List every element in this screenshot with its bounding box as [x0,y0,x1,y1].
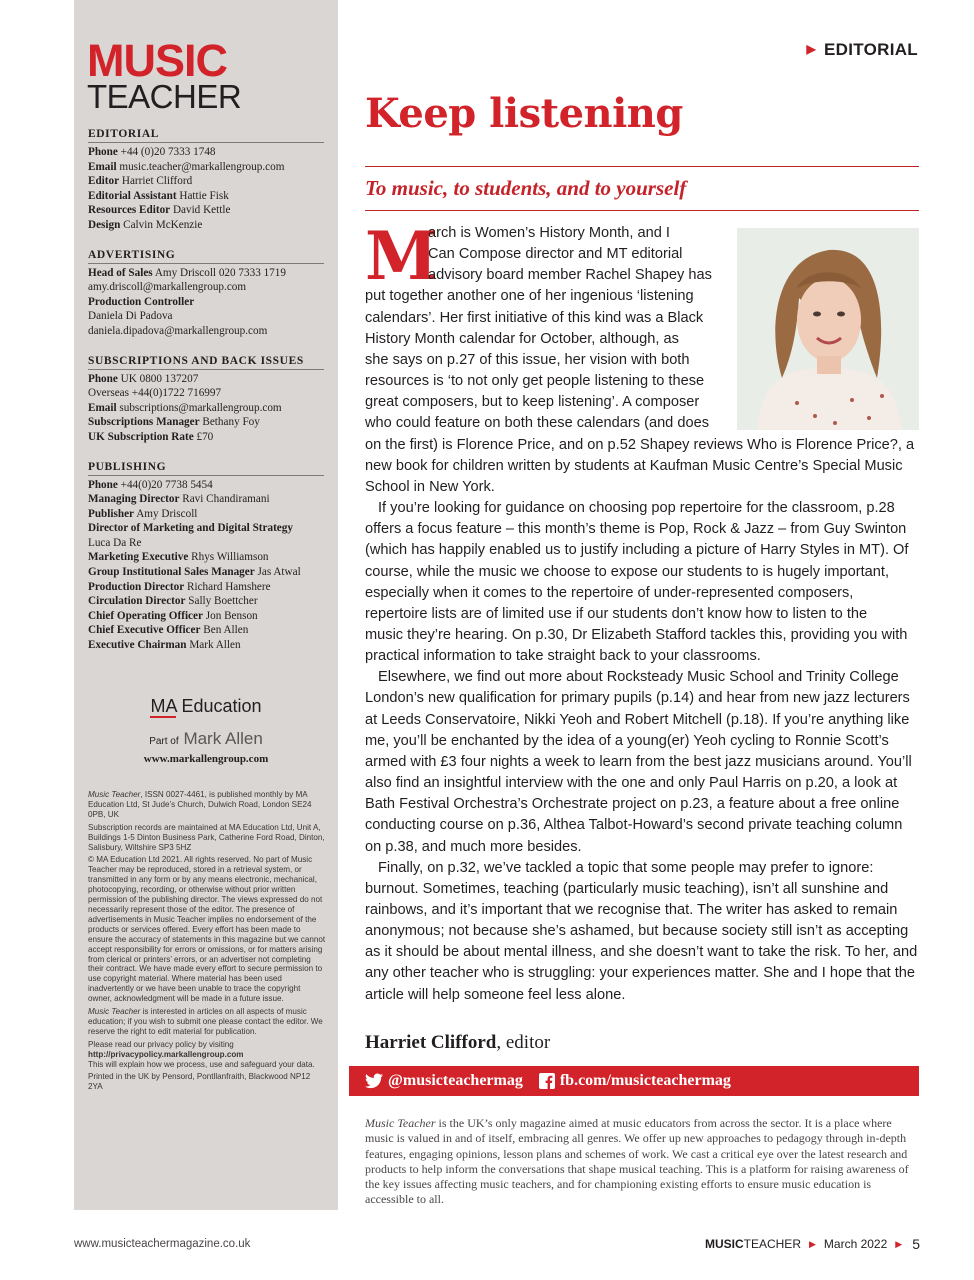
credit-line [88,174,324,189]
credit-line [88,372,324,387]
credit-value: Calvin McKenzie [123,218,203,231]
body-line: on the first) is Florence Price, and on p.52 Shapey reviews Who is Florence Price?, a [365,436,915,453]
body-line: great composers, but to keep listening’. A composer [365,394,700,411]
legal-notice [88,790,326,1095]
credit-line [88,415,324,430]
credits-list [88,478,324,653]
credit-line [88,295,324,310]
body-line: If you’re looking for guidance on choosing pop repertoire for the classroom, p.28 [378,500,895,517]
body-line: she says on p.27 of this issue, her vision with both [365,351,690,368]
credit-line [88,580,324,595]
folio-brand-bold: MUSIC [704,1237,744,1251]
legal-paragraph [88,823,326,853]
body-line: armed with £3 four nights a week to learn from the best jazz musicians around. You’ll [365,753,912,770]
section-label: ▶ EDITORIAL [806,40,918,59]
credit-role: Phone [88,478,118,491]
legal-text: , ISSN 0027-4461, is published monthly by MA Education Ltd, St Jude’s Church, Dulwich Road, London SE24 0PB, UK [88,790,312,819]
credit-line [88,521,324,536]
body-line: History Month calendar for October, although, as [365,330,679,347]
mark-allen-url[interactable]: www.markallengroup.com [143,753,269,765]
credit-role: Phone [88,146,118,158]
body-line: arch is Women’s History Month, and I [428,225,670,241]
credit-line [88,218,324,233]
twitter-handle: @musicteachermag [388,1072,523,1089]
ma-education-logo [74,696,338,765]
body-line: London’s new qualification for primary pupils (p.14) and hear from new jazz lecturers [365,690,910,707]
credit-role: Production Director [88,580,185,593]
body-line: resources is ‘to not only get people listening to these [365,373,705,390]
body-line: music they’re hearing. On p.30, Dr Elizabeth Stafford tackles this, providing you with [365,626,908,643]
credit-line [88,309,324,324]
privacy-intro: Please read our privacy policy by visiting [88,1039,234,1049]
credit-role: Production Controller [88,295,195,308]
credit-value: Bethany Foy [202,416,260,429]
credit-value: Hattie Fisk [179,189,229,202]
credit-line [88,145,324,160]
credit-value: daniela.dipadova@markallengroup.com [88,324,268,337]
page-number: 5 [912,1236,920,1252]
legal-paragraph [88,790,326,820]
credit-line [88,623,324,638]
body-line: at Leeds Conservatoire, Nikki Yeoh and Robert Mitchell (p.18). If you’re anything like [365,711,910,728]
credits-heading: EDITORIAL [88,128,324,143]
credit-line [88,492,324,507]
about-title: Music Teacher [365,1116,436,1130]
credits-heading: SUBSCRIPTIONS AND BACK ISSUES [88,355,324,370]
body-line: new book for children written by students at Kaufman Music Centre’s Special Music [365,457,903,474]
credit-role: Resources Editor [88,204,171,217]
body-line: me, you’ll be enchanted by the idea of a young(er) Yeoh cycling to Ronnie Scott’s [365,732,889,749]
social-bar [349,1066,919,1096]
body-line: (which has happily enabled us to justify including a picture of Harry Styles in MT). Of [365,542,909,559]
body-line: as it should be about mental illness, and she doesn’t want to take the risk. To her, and [365,944,918,961]
credit-value: Ben Allen [203,624,249,637]
standfirst: To music, to students, and to yourself [365,176,687,200]
article-body [365,217,919,1006]
legal-title: Music Teacher [88,790,141,799]
triangle-icon: ▶ [895,1238,903,1249]
body-line: School in New York. [365,478,495,495]
facebook-icon [539,1073,555,1089]
credits-heading: PUBLISHING [88,461,324,476]
credit-value: +44 (0)20 7333 1748 [120,146,216,158]
credit-value: Jas Atwal [257,566,301,579]
credit-role: Chief Executive Officer [88,624,201,637]
credit-value: amy.driscoll@markallengroup.com [88,281,247,294]
credits-heading: ADVERTISING [88,249,324,264]
credit-role: Circulation Director [88,595,186,608]
credit-line [88,430,324,445]
credits-subscriptions [88,355,324,445]
credit-value: Richard Hamshere [187,580,271,593]
credit-line [88,401,324,416]
credit-line [88,638,324,653]
credit-line [88,594,324,609]
credit-role: Executive Chairman [88,639,187,652]
drop-cap: M [365,217,439,295]
body-line: also find an insightful interview with the one and only Paul Harris on p.20, a look at [365,775,898,792]
credit-role: Subscriptions Manager [88,416,200,429]
signature [365,1032,550,1054]
body-line: burnout. Sometimes, teaching (particularly music teaching), isn’t all sunshine and [365,880,889,897]
credit-value: Daniela Di Padova [88,310,173,323]
about-statement [365,1116,921,1208]
credit-value: music.teacher@markallengroup.com [119,160,285,173]
credit-line [88,386,324,401]
body-line: practical information to take straight back to your classrooms. [365,648,761,665]
signature-role: , editor [496,1032,551,1053]
credit-value: +44(0)20 7738 5454 [120,478,213,491]
credit-value: Jon Benson [205,609,258,622]
privacy-notice [88,1040,326,1070]
legal-text: is interested in articles on all aspects of music education; if you wish to submit one please contact the editor. We reserve the right to edit material for publication. [88,1007,323,1036]
credit-line [88,478,324,493]
ma-mark: MA [150,696,177,716]
credit-role: Design [88,218,121,231]
credit-value: Luca Da Re [88,536,142,549]
music-teacher-logo [87,35,242,115]
legal-text: © MA Education Ltd 2021. All rights reserved. No part of Music Teacher may be reproduced, stored in a retrieval system, or transmitted in any form or by any means electronic, mechanical, photocopying, recording, or otherwise without prior written permission of the publishing director. The views expressed do not necessarily represent those of the editor. The presence of advertisements in Music Teacher implies no endorsement of the products or services offered. Every effort has been made to ensure the accuracy of statements in this magazine but we cannot accept responsibility for errors or omissions, or for matters arising from clerical or printers’ errors, or an advertiser not completing their contract. We have made every effort to secure permission to use copyright material. Where material has been used inadvertently or we have been unable to trace the copyright owner, acknowledgment will be made in a future issue. [88,855,326,1004]
credit-value: Mark Allen [189,639,241,652]
facebook-link[interactable] [539,1072,731,1090]
legal-text: Subscription records are maintained at MA Education Ltd, Unit A, Buildings 1-5 Dinton Business Park, Catherine Ford Road, Dinton, Salisbury, Wiltshire SP3 5HZ [88,822,325,852]
credit-line [88,203,324,218]
credit-line [88,280,324,295]
divider [365,166,919,167]
body-line: put together another one of her ingenious ‘listening [365,288,694,305]
credit-role: Email [88,160,117,173]
body-line: repertoire lists are of limited use if our students don’t know how to listen to the [365,605,868,622]
divider [365,210,919,211]
credit-value: Amy Driscoll 020 7333 1719 [154,266,286,279]
credit-role: UK Subscription Rate [88,430,194,443]
logo-music: MUSIC [87,35,227,86]
body-line: offers a focus feature – this month’s theme is Pop, Rock & Jazz – from Guy Swinton [365,521,907,538]
body-line: calendars’. Her first initiative of this kind was a Black [365,309,704,326]
credit-value: Harriet Clifford [121,175,193,188]
twitter-link[interactable] [365,1072,523,1090]
legal-title: Music Teacher [88,1007,141,1017]
printer-notice: Printed in the UK by Pensord, Pontllanfraith, Blackwood NP12 2YA [88,1072,311,1092]
body-line: advisory board member Rachel Shapey has [428,267,712,284]
credit-value: Sally Boettcher [188,595,258,608]
legal-paragraph [88,855,326,1004]
page-title: Keep listening [365,90,683,137]
credit-role: Publisher [88,507,135,520]
masthead-sidebar [74,0,338,1210]
body-line: Elsewhere, we find out more about Rocksteady Music School and Trinity College [378,669,899,686]
credit-line [88,266,324,281]
credit-role: Managing Director [88,493,180,506]
credits-list [88,145,324,233]
credit-value: Rhys Williamson [191,551,269,564]
ma-education-text: Education [176,696,262,716]
body-line: Bath Festival Orchestra’s Orchestrate project on p.23, a feature about a free online [365,796,900,813]
folio-brand-rest: TEACHER [743,1237,801,1251]
credit-role: Director of Marketing and Digital Strategy [88,522,293,535]
credit-role: Editor [88,175,120,188]
credit-role: Editorial Assistant [88,189,177,202]
credit-line [88,550,324,565]
legal-paragraphs [88,790,326,1037]
footer-url[interactable]: www.musicteachermagazine.co.uk [74,1238,251,1250]
credits-list [88,266,324,339]
body-line: Can Compose director and MT editorial [428,246,683,263]
body-line: course, while the music we choose to expose our students to is hugely important, [365,563,890,580]
body-line: especially when it comes to the repertoire of under-represented composers, [365,584,854,601]
about-text: is the UK’s only magazine aimed at music educators from across the sector. It is a place where music is valued in and of itself, embracing all genres. We offer up new approaches to pedagogy through in-depth features, engaging opinions, lesson plans and schemes of work. We cast a critical eye over the latest research and products to help inform the conversations that shape musical teaching. This is a platform for raising awareness of the key issues affecting music teachers, and for championing existing efforts to ensure music education is accessible to all. [365,1116,909,1207]
credits-editorial [88,128,324,233]
credit-line [88,565,324,580]
facebook-url: fb.com/musicteachermag [559,1072,731,1089]
mark-allen-logo: Mark Allen [183,729,263,748]
credit-value: Overseas +44(0)1722 716997 [88,387,222,400]
part-of-label: Part of [149,736,179,747]
credit-value: UK 0800 137207 [120,372,199,385]
credit-line [88,189,324,204]
body-line: article will help someone feel less alone. [365,986,626,1003]
credit-role: Marketing Executive [88,551,189,564]
twitter-icon [365,1073,383,1089]
triangle-icon: ▶ [806,42,816,56]
credit-line [88,536,324,551]
masthead-credits [88,128,324,669]
credits-advertising [88,249,324,339]
body-line: any other teacher who is struggling: your experiences matter. She and I hope that the [365,965,916,982]
credit-line [88,609,324,624]
triangle-icon: ▶ [808,1238,816,1249]
body-line: rainbows, and it’s important that we recognise that. The writer has asked to remain [365,902,898,918]
body-line: anonymous; not because she’s ashamed, but because society still isn’t as accepting [365,923,909,940]
folio-issue: March 2022 [823,1237,888,1251]
legal-paragraph [88,1007,326,1037]
credit-value: £70 [196,430,214,443]
credit-value: David Kettle [172,204,231,217]
credit-line [88,160,324,175]
credit-role: Head of Sales [88,266,153,279]
credit-role: Phone [88,372,118,385]
credit-role: Chief Operating Officer [88,609,203,622]
logo-teacher: TEACHER [87,78,242,115]
body-line: Finally, on p.32, we’ve tackled a topic that some people may prefer to ignore: [378,859,874,876]
credit-role: Group Institutional Sales Manager [88,566,255,579]
signature-name: Harriet Clifford [365,1032,497,1053]
body-line: on p.38, and much more besides. [365,838,582,855]
privacy-link[interactable]: http://privacypolicy.markallengroup.com [88,1049,244,1059]
credits-list [88,372,324,445]
body-line: who could feature on both these calendars (and does [365,415,710,432]
credit-value: subscriptions@markallengroup.com [119,401,282,414]
credit-role: Email [88,401,117,414]
credit-line [88,507,324,522]
credit-value: Ravi Chandiramani [182,493,270,506]
credit-value: Amy Driscoll [136,507,198,520]
credits-publishing [88,461,324,653]
privacy-outro: This will explain how we process, use and safeguard your data. [88,1059,315,1069]
body-line: conducting course on p.36, Althea Talbot-Howard’s second private teaching column [365,817,903,834]
credit-line [88,324,324,339]
folio [705,1236,920,1252]
